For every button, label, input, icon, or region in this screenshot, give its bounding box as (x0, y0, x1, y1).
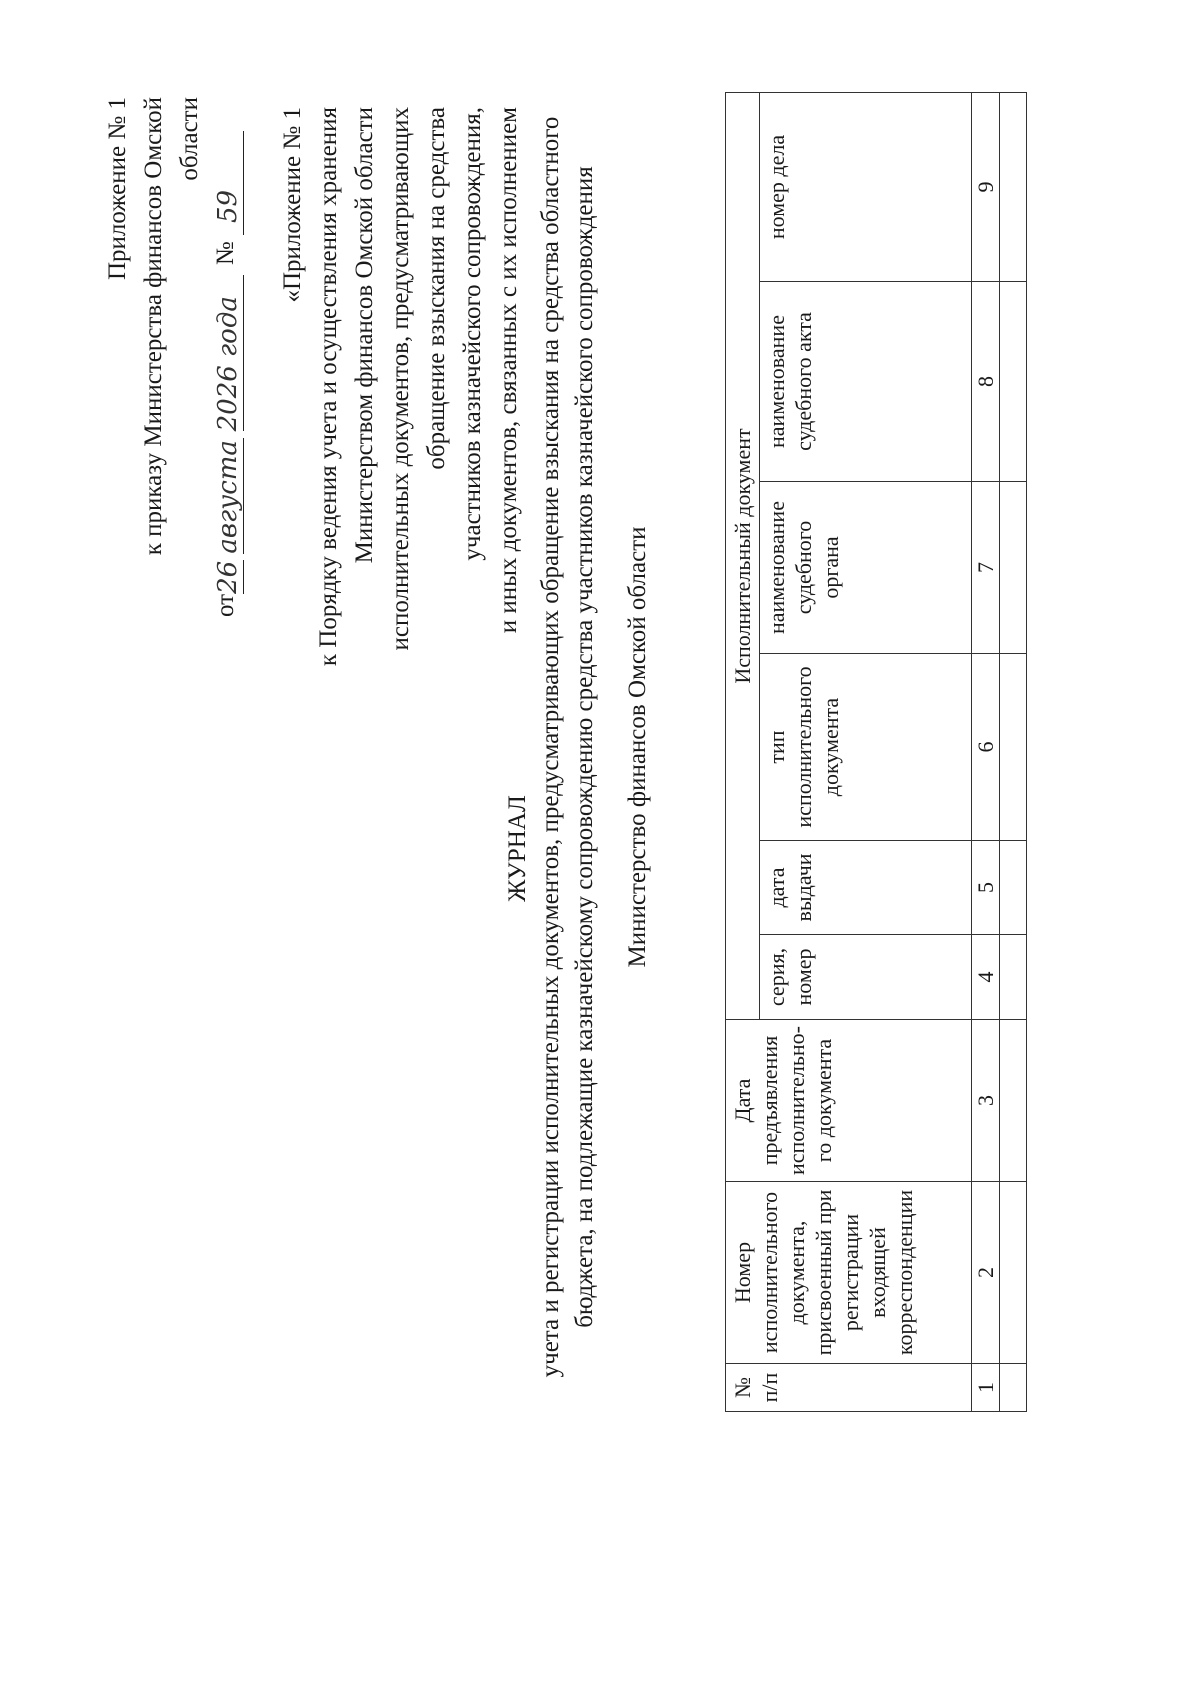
column-number: 1 (972, 1364, 1000, 1412)
column-numbers-row (972, 93, 1000, 1412)
header-cell-registration-number: Номер исполнительного документа, присвоенный при регистрации входящей корреспонденции (726, 1182, 972, 1364)
date-month-handwritten: августа (213, 440, 243, 554)
journal-title: ЖУРНАЛ (504, 795, 531, 902)
column-number: 4 (972, 935, 1000, 1020)
column-number: 8 (972, 282, 1000, 482)
annex-line-5: обращение взыскания на средства (423, 107, 450, 470)
date-month-field (213, 438, 244, 554)
date-day-handwritten: 26 (213, 560, 243, 594)
table-cell (1000, 841, 1027, 935)
header-cell-executive-document: Исполнительный документ (726, 93, 760, 1020)
header-cell-document-type: тип исполнительного документа (760, 654, 972, 841)
header-cell-court-name: наименование судебного органа (760, 482, 972, 654)
table-row (1000, 93, 1027, 1412)
column-number: 9 (972, 93, 1000, 282)
date-year-handwritten: 2026 года (213, 296, 243, 432)
journal-table (725, 92, 1027, 1412)
table-header-row (726, 93, 760, 1412)
header-cell-number: № п/п (726, 1364, 972, 1412)
date-year-field (213, 275, 244, 431)
header-cell-case-number: номер дела (760, 93, 972, 282)
column-number: 2 (972, 1182, 1000, 1364)
header-cell-issue-date: дата выдачи (760, 841, 972, 935)
order-number-handwritten: 59 (213, 189, 243, 224)
order-date-line (208, 97, 244, 617)
date-prefix: от (212, 593, 239, 617)
order-reference: к приказу Министерства финансов Омской области (140, 97, 203, 556)
table-cell (1000, 935, 1027, 1020)
header-cell-presentation-date: Дата предъявления исполнительно-го документа (726, 1020, 972, 1182)
column-number: 6 (972, 654, 1000, 841)
header-cell-series-number: серия, номер (760, 935, 972, 1020)
journal-subtitle-2: бюджета, на подлежащие казначейскому сопровождению средства участников казначейского сопровождения (571, 166, 598, 1328)
approval-block (100, 97, 244, 617)
table-cell (1000, 482, 1027, 654)
table-cell (1000, 1182, 1027, 1364)
table-cell (1000, 93, 1027, 282)
annex-line-2: к Порядку ведения учета и осуществления хранения (315, 107, 342, 667)
order-number-label: № (212, 241, 239, 266)
column-number: 3 (972, 1020, 1000, 1182)
date-day-field (213, 560, 244, 594)
organization-name: Министерство финансов Омской области (624, 526, 651, 968)
journal-subtitle-1: учета и регистрации исполнительных документов, предусматривающих обращение взыскания на средства областного (537, 116, 564, 1378)
table-cell (1000, 1364, 1027, 1412)
annex-line-1: «Приложение № 1 (279, 107, 306, 303)
table-cell (1000, 282, 1027, 482)
annex-block (275, 107, 527, 697)
order-number-field (213, 131, 244, 235)
table-cell (1000, 654, 1027, 841)
annex-line-7: и иных документов, связанных с их исполнением (495, 107, 522, 634)
column-number: 5 (972, 841, 1000, 935)
appendix-label: Приложение № 1 (104, 97, 131, 281)
header-cell-court-act-name: наименование судебного акта (760, 282, 972, 482)
annex-line-3: Министерством финансов Омской области (351, 107, 378, 564)
column-number: 7 (972, 482, 1000, 654)
annex-line-6: участников казначейского сопровождения, (459, 107, 486, 561)
annex-line-4: исполнительных документов, предусматривающих (387, 107, 414, 651)
table-cell (1000, 1020, 1027, 1182)
